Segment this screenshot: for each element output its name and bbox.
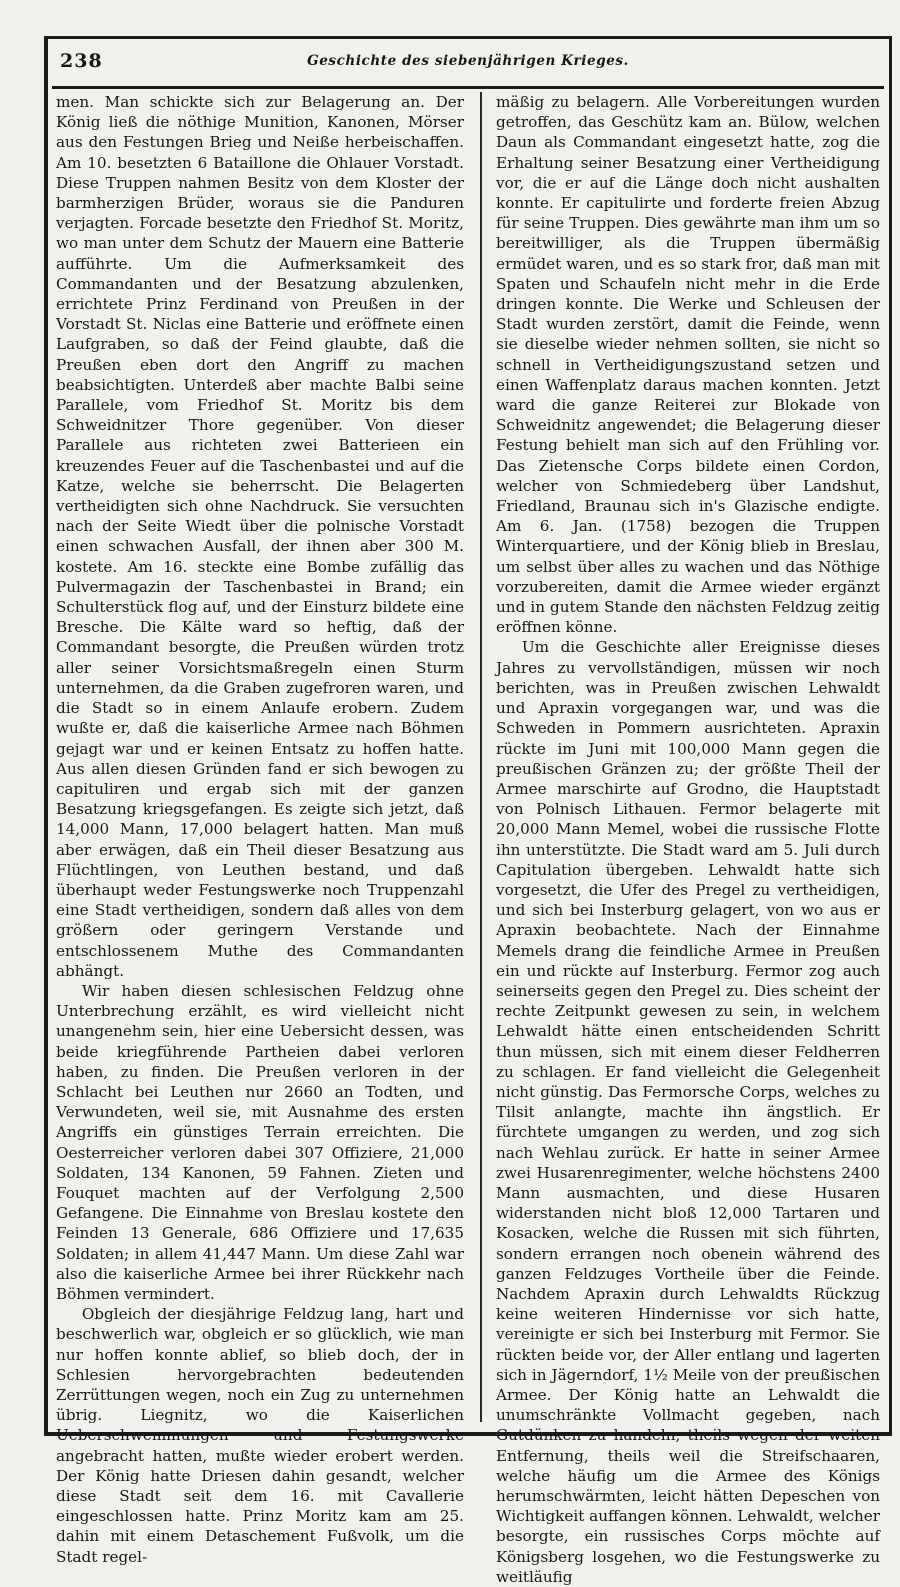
page-border-right bbox=[889, 36, 892, 1436]
book-page bbox=[44, 36, 892, 1586]
column-divider bbox=[480, 92, 482, 1422]
paragraph: Obgleich der diesjährige Feldzug lang, hart und beschwerlich war, obgleich er so glücklich, wie man nur hoffen konnte ablief, so blieb doch, der in Schlesien hervorgebrachten bedeutenden Zerrüttungen wegen, noch ein Zug zu unternehmen übrig. Liegnitz, wo die Kaiserlichen Ueberschwemmungen und Festungswerke angebracht hatten, mußte wieder erobert werden. Der König hatte Driesen dahin gesandt, welcher diese Stadt seit dem 16. mit Cavallerie eingeschlossen hatte. Prinz Moritz kam am 25. dahin mit einem Detaschement Fußvolk, um die Stadt regel- bbox=[56, 1305, 464, 1566]
paragraph: men. Man schickte sich zur Belagerung an. Der König ließ die nöthige Munition, Kanonen, Mörser aus den Festungen Brieg und Neiße herbeischaffen. Am 10. besetzten 6 Bataillone die Ohlauer Vorstadt. Diese Truppen nahmen Besitz von dem Kloster der barmherzigen Brüder, woraus sie die Panduren verjagten. Forcade besetzte den Friedhof St. Moritz, wo man unter dem Schutz der Mauern eine Batterie aufführte. Um die Aufmerksamkeit des Commandanten und der Besatzung abzulenken, errichtete Prinz Ferdinand von Preußen in der Vorstadt St. Niclas eine Batterie und eröffnete einen Laufgraben, so daß der Feind glaubte, daß die Preußen eben dort den Angriff zu machen beabsichtigten. Unterdeß aber machte Balbi seine Parallele, vom Friedhof St. Moritz bis dem Schweidnitzer Thore gegenüber. Von dieser Parallele aus richteten zwei Batterieen ein kreuzendes Feuer auf die Taschenbastei und auf die Katze, welche sie beherrscht. Die Belagerten vertheidigten sich ohne Nachdruck. Sie versuchten nach der Seite Wiedt über die polnische Vorstadt einen schwachen Ausfall, der ihnen aber 300 M. kostete. Am 16. steckte eine Bombe zufällig das Pulvermagazin der Taschenbastei in Brand; ein Schulterstück flog auf, und der Einsturz bildete eine Bresche. Die Kälte ward so heftig, daß der Commandant besorgte, die Preußen würden trotz aller seiner Vorsichtsmaßregeln einen Sturm unternehmen, da die Graben zugefroren waren, und die Stadt so in einem Anlaufe erobern. Zudem wußte er, daß die kaiserliche Armee nach Böhmen gejagt war und er keinen Entsatz zu hoffen hatte. Aus allen diesen Gründen fand er sich bewogen zu capituliren und ergab sich mit der ganzen Besatzung kriegsgefangen. Es zeigte sich jetzt, daß 14,000 Mann, 17,000 belagert hatten. Man muß aber erwägen, daß ein Theil dieser Besatzung aus Flüchtlingen, von Leuthen bestand, und daß überhaupt weder Festungswerke noch Truppenzahl eine Stadt vertheidigen, sondern daß alles von dem größern oder geringern Verstande und entschlossenem Muthe des Commandanten abhängt. bbox=[56, 93, 464, 980]
running-header bbox=[58, 46, 878, 80]
header-rule bbox=[52, 86, 884, 89]
page-border-top bbox=[44, 36, 892, 39]
running-title: Geschichte des siebenjährigen Krieges. bbox=[307, 53, 629, 69]
paragraph: mäßig zu belagern. Alle Vorbereitungen wurden getroffen, das Geschütz kam an. Bülow, welchen Daun als Commandant eingesetzt hatte, zog die Erhaltung seiner Besatzung einer Vertheidigung vor, die er auf die Länge doch nicht aushalten konnte. Er capitulirte und forderte freien Abzug für seine Truppen. Dies gewährte man ihm um so bereitwilliger, als die Truppen übermäßig ermüdet waren, und es so stark fror, daß man mit Spaten und Schaufeln nicht mehr in die Erde dringen konnte. Die Werke und Schleusen der Stadt wurden zerstört, damit die Feinde, wenn sie dieselbe wieder nehmen sollten, sie nicht so schnell in Vertheidigungszustand setzen und einen Waffenplatz daraus machen konnten. Jetzt ward die ganze Reiterei zur Blokade von Schweidnitz angewendet; die Belagerung dieser Festung behielt man sich auf den Frühling vor. Das Zietensche Corps bildete einen Cordon, welcher von Schmiedeberg über Landshut, Friedland, Braunau sich in's Glazische endigte. Am 6. Jan. (1758) bezogen die Truppen Winterquartiere, und der König blieb in Breslau, um selbst über alles zu wachen und das Nöthige vorzubereiten, damit die Armee wieder ergänzt und in gutem Stande den nächsten Feldzug zeitig eröffnen könne. bbox=[496, 93, 880, 637]
paragraph: Um die Geschichte aller Ereignisse dieses Jahres zu vervollständigen, müssen wir noch berichten, was in Preußen zwischen Lehwaldt und Apraxin vorgegangen war, und was die Schweden in Pommern ausrichteten. Apraxin rückte im Juni mit 100,000 Mann gegen die preußischen Gränzen zu; der größte Theil der Armee marschirte auf Grodno, die Hauptstadt von Polnisch Lithauen. Fermor belagerte mit 20,000 Mann Memel, wobei die russische Flotte ihn unterstützte. Die Stadt ward am 5. Juli durch Capitulation übergeben. Lehwaldt hatte sich vorgesetzt, die Ufer des Pregel zu vertheidigen, und sich bei Insterburg gelagert, von wo aus er Apraxin beobachtete. Nach der Einnahme Memels drang die feindliche Armee in Preußen ein und rückte auf Insterburg. Fermor zog auch seinerseits gegen den Pregel zu. Dies scheint der rechte Zeitpunkt gewesen zu sein, in welchem Lehwaldt hätte einen entscheidenden Schritt thun müssen, sich mit einem dieser Feldherren zu schlagen. Er fand vielleicht die Gelegenheit nicht günstig. Das Fermorsche Corps, welches zu Tilsit anlangte, machte ihn ängstlich. Er fürchtete umgangen zu werden, und zog sich nach Wehlau zurück. Er hatte in seiner Armee zwei Husarenregimenter, welche höchstens 2400 Mann ausmachten, und diese Husaren widerstanden nicht bloß 12,000 Tartaren und Kosacken, welche die Russen mit sich führten, sondern errangen noch obenein während des ganzen Feldzuges Vortheile über die Feinde. Nachdem Apraxin durch Lehwaldts Rückzug keine weiteren Hindernisse vor sich hatte, vereinigte er sich bei Insterburg mit Fermor. Sie rückten beide vor, der Aller entlang und lagerten sich in Jägerndorf, 1½ Meile von der preußischen Armee. Der König hatte an Lehwaldt die unumschränkte Vollmacht gegeben, nach Gutdünken zu handeln, theils wegen der weiten Entfernung, theils weil die Streifschaaren, welche häufig um die Armee des Königs herumschwärmten, leicht hätten Depeschen von Wichtigkeit auffangen können. Lehwaldt, welcher besorgte, ein russisches Corps möchte auf Königsberg losgehen, wo die Festungswerke zu weitläufig bbox=[496, 638, 880, 1586]
left-column bbox=[56, 92, 464, 1566]
right-column bbox=[496, 92, 880, 1586]
paragraph: Wir haben diesen schlesischen Feldzug ohne Unterbrechung erzählt, es wird vielleicht nicht unangenehm sein, hier eine Uebersicht dessen, was beide kriegführende Partheien dabei verloren haben, zu finden. Die Preußen verloren in der Schlacht bei Leuthen nur 2660 an Todten, und Verwundeten, weil sie, mit Ausnahme des ersten Angriffs ein günstiges Terrain erreichten. Die Oesterreicher verloren dabei 307 Offiziere, 21,000 Soldaten, 134 Kanonen, 59 Fahnen. Zieten und Fouquet machten auf der Verfolgung 2,500 Gefangene. Die Einnahme von Breslau kostete den Feinden 13 Generale, 686 Offiziere und 17,635 Soldaten; in allem 41,447 Mann. Um diese Zahl war also die kaiserliche Armee bei ihrer Rückkehr nach Böhmen vermindert. bbox=[56, 981, 464, 1303]
page-number: 238 bbox=[60, 50, 103, 72]
page-border-left bbox=[44, 36, 48, 1436]
